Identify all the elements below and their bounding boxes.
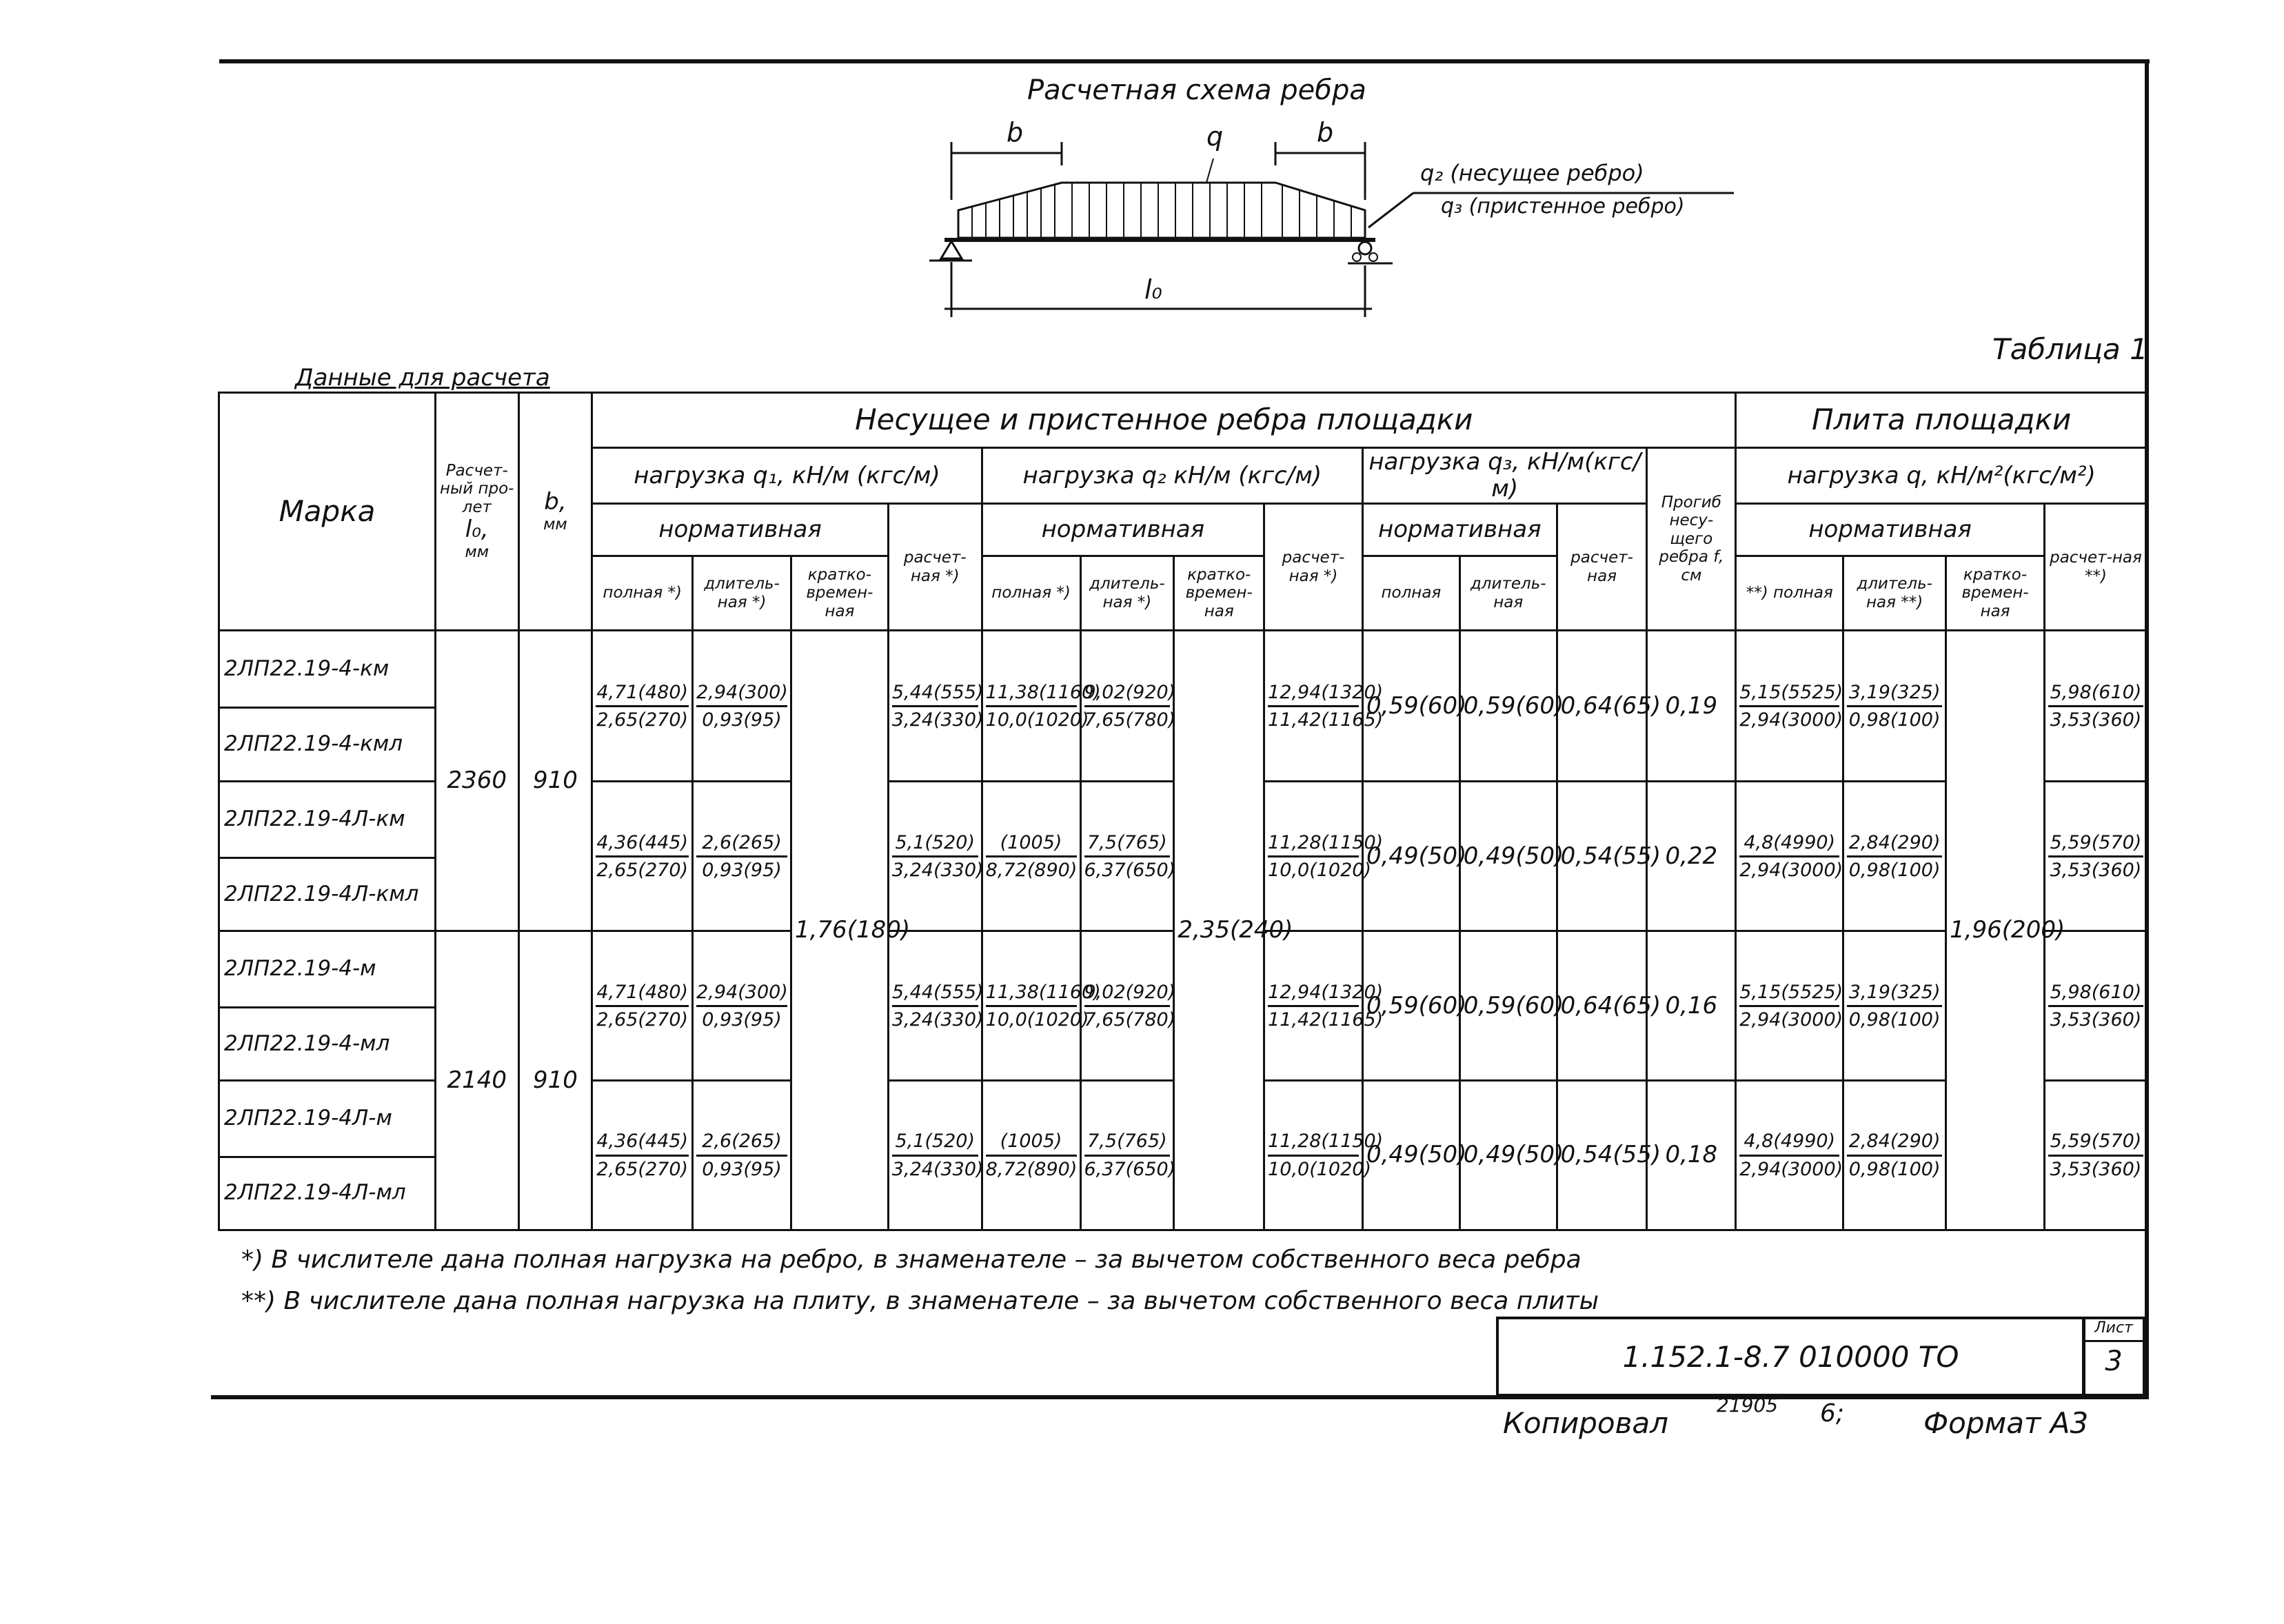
q1-design-cell	[888, 631, 982, 782]
value-numerator: 5,59(570)	[2048, 1130, 2143, 1156]
q-long-cell	[1843, 1081, 1946, 1230]
sheet-number: 3	[2105, 1346, 2123, 1377]
header-load-q1: нагрузка q₁, кН/м (кгс/м)	[592, 448, 982, 504]
header-q2-short: кратко-времен-ная	[1174, 556, 1264, 631]
q-design-cell	[2044, 931, 2147, 1081]
value-numerator: 11,28(1150)	[1268, 1130, 1359, 1156]
header-deflection: Прогиб несу-щего ребра f, см	[1647, 448, 1736, 631]
q2-long-cell	[1080, 931, 1174, 1081]
value-denominator: 11,42(1165)	[1268, 709, 1384, 731]
span-l0-cell: 2140	[435, 931, 518, 1230]
value-numerator: 2,6(265)	[696, 1130, 787, 1156]
header-q-long: длитель-ная **)	[1843, 556, 1946, 631]
header-b-symbol: b,	[544, 488, 567, 516]
scheme-label-b-right: b	[1317, 117, 1334, 148]
span-b-cell: 910	[518, 631, 592, 931]
q1-full-cell	[592, 631, 693, 782]
format-label: Формат А3	[1923, 1406, 2089, 1440]
q-full-cell	[1736, 1081, 1843, 1230]
q-long-cell	[1843, 782, 1946, 931]
value-numerator: 5,98(610)	[2048, 682, 2143, 707]
q3-long-cell: 0,49(50)	[1459, 782, 1557, 931]
q2-full-cell	[982, 1081, 1080, 1230]
value-numerator: 12,94(1320)	[1268, 982, 1359, 1007]
q2-long-cell	[1080, 782, 1174, 931]
value-numerator: 5,44(555)	[892, 982, 978, 1007]
value-denominator: 2,65(270)	[596, 859, 689, 881]
q2-full-cell	[982, 782, 1080, 931]
mark-cell: 2ЛП22.19-4-мл	[219, 1007, 436, 1080]
header-q1-normative: нормативная	[592, 504, 889, 556]
value-denominator: 3,24(330)	[891, 1008, 984, 1031]
value-denominator: 8,72(890)	[985, 1158, 1078, 1180]
q2-short-cell: 2,35(240)	[1174, 631, 1264, 1230]
header-q3-full: полная	[1362, 556, 1459, 631]
header-q2-full: полная *)	[982, 556, 1080, 631]
value-numerator: 2,94(300)	[696, 682, 787, 707]
value-numerator: 11,38(1160)	[986, 682, 1077, 707]
deflection-cell: 0,19	[1647, 631, 1736, 782]
q1-design-cell	[888, 782, 982, 931]
value-numerator: 11,38(1160)	[986, 982, 1077, 1007]
footnote-1: *) В числителе дана полная нагрузка на ребро, в знаменателе – за вычетом собственного веса ребра	[241, 1246, 1581, 1274]
value-numerator: 3,19(325)	[1847, 982, 1942, 1007]
value-denominator: 6,37(650)	[1084, 859, 1176, 881]
mark-cell: 2ЛП22.19-4Л-кмл	[219, 857, 436, 931]
header-span-label: Расчет-ный про-лет	[440, 461, 514, 516]
header-span	[435, 393, 518, 631]
q1-long-cell	[693, 1081, 791, 1230]
mark-cell: 2ЛП22.19-4-м	[219, 931, 436, 1008]
header-q2-design: расчет-ная *)	[1264, 504, 1363, 631]
q3-full-cell: 0,49(50)	[1362, 1081, 1459, 1230]
header-load-q: нагрузка q, кН/м²(кгс/м²)	[1736, 448, 2147, 504]
value-denominator: 0,93(95)	[702, 1008, 782, 1031]
deflection-cell: 0,18	[1647, 1081, 1736, 1230]
load-data-table	[218, 392, 2148, 1231]
value-numerator: 9,02(920)	[1084, 682, 1171, 707]
value-denominator: 2,65(270)	[596, 1008, 689, 1031]
mark-cell: 2ЛП22.19-4Л-км	[219, 782, 436, 858]
value-numerator: 2,94(300)	[696, 982, 787, 1007]
span-l0-cell: 2360	[435, 631, 518, 931]
value-numerator: 4,8(4990)	[1739, 832, 1839, 857]
value-denominator: 0,93(95)	[702, 709, 782, 731]
frame-top-line	[219, 59, 2150, 63]
copied-number: 21905	[1717, 1394, 1779, 1417]
q1-full-cell	[592, 782, 693, 931]
scheme-label-q: q	[1206, 121, 1224, 152]
mark-cell: 2ЛП22.19-4-км	[219, 631, 436, 708]
sheet-label: Лист	[2085, 1319, 2143, 1342]
q-long-cell	[1843, 631, 1946, 782]
header-q1-short: кратко-времен-ная	[791, 556, 888, 631]
value-denominator: 11,42(1165)	[1268, 1008, 1384, 1031]
q1-design-cell	[888, 931, 982, 1081]
value-numerator: 5,44(555)	[892, 682, 978, 707]
q3-long-cell: 0,49(50)	[1459, 1081, 1557, 1230]
copied-mark: 6;	[1820, 1399, 1845, 1428]
value-numerator: 4,36(445)	[596, 832, 689, 857]
q-full-cell	[1736, 931, 1843, 1081]
document-code-stamp: 1.152.1-8.7 010000 ТО	[1496, 1317, 2085, 1397]
value-denominator: 2,94(3000)	[1739, 1008, 1843, 1031]
rib-calculation-scheme	[917, 117, 1765, 331]
value-numerator: 2,6(265)	[696, 832, 787, 857]
header-q1-design: расчет-ная *)	[888, 504, 982, 631]
q3-design-cell: 0,54(55)	[1557, 782, 1647, 931]
q2-full-cell	[982, 631, 1101, 782]
q-design-cell	[2044, 1081, 2147, 1230]
value-numerator: 5,15(5525)	[1739, 982, 1839, 1007]
value-denominator: 10,0(1020)	[985, 1008, 1089, 1031]
q1-long-cell	[693, 631, 791, 782]
value-numerator: 2,84(290)	[1847, 832, 1942, 857]
header-span-unit: мм	[465, 543, 489, 562]
header-q3-normative: нормативная	[1362, 504, 1557, 556]
value-numerator: 5,59(570)	[2048, 832, 2143, 857]
mark-cell: 2ЛП22.19-4-кмл	[219, 707, 436, 781]
q1-long-cell	[693, 782, 791, 931]
q-short-cell: 1,96(200)	[1946, 631, 2045, 1230]
value-denominator: 0,98(100)	[1848, 709, 1941, 731]
q3-full-cell: 0,59(60)	[1362, 931, 1459, 1081]
value-numerator: (1005)	[986, 832, 1077, 857]
value-denominator: 10,0(1020)	[985, 709, 1089, 731]
sheet-number-box	[2082, 1317, 2145, 1397]
value-denominator: 3,53(360)	[2050, 709, 2142, 731]
value-numerator: 9,02(920)	[1084, 982, 1171, 1007]
scheme-label-b-left: b	[1007, 117, 1024, 148]
mark-cell: 2ЛП22.19-4Л-м	[219, 1081, 436, 1157]
header-slab-group: Плита площадки	[1736, 393, 2147, 448]
value-numerator: 4,8(4990)	[1739, 1130, 1839, 1156]
value-numerator: 11,28(1150)	[1268, 832, 1359, 857]
value-numerator: 2,84(290)	[1847, 1130, 1942, 1156]
header-b	[518, 393, 592, 631]
header-q-short: кратко-времен-ная	[1946, 556, 2045, 631]
header-q3-design: расчет-ная	[1557, 504, 1647, 631]
q2-long-cell	[1080, 631, 1174, 782]
value-denominator: 0,98(100)	[1848, 1008, 1941, 1031]
value-numerator: (1005)	[986, 1130, 1077, 1156]
q2-full-cell	[982, 931, 1101, 1081]
q1-long-cell	[693, 931, 791, 1081]
table-caption: Таблица 1	[1992, 332, 2148, 366]
q3-design-cell: 0,54(55)	[1557, 1081, 1647, 1230]
table-row	[219, 631, 2147, 708]
deflection-cell: 0,22	[1647, 782, 1736, 931]
schema-title: Расчетная схема ребра	[1027, 74, 1366, 106]
header-q1-full: полная *)	[592, 556, 693, 631]
value-numerator: 5,1(520)	[892, 1130, 978, 1156]
value-denominator: 3,53(360)	[2050, 859, 2142, 881]
header-q-design: расчет-ная **)	[2044, 504, 2147, 631]
value-denominator: 2,94(3000)	[1739, 709, 1843, 731]
value-denominator: 2,65(270)	[596, 709, 689, 731]
scheme-label-q3: q₃ (пристенное ребро)	[1441, 194, 1685, 219]
deflection-cell: 0,16	[1647, 931, 1736, 1081]
footnote-2: **) В числителе дана полная нагрузка на плиту, в знаменателе – за вычетом собственного веса плиты	[241, 1287, 1599, 1315]
header-q-normative: нормативная	[1736, 504, 2045, 556]
q3-long-cell: 0,59(60)	[1459, 931, 1557, 1081]
scheme-label-q2: q₂ (несущее ребро)	[1420, 160, 1644, 186]
value-denominator: 7,65(780)	[1084, 1008, 1176, 1031]
value-numerator: 5,15(5525)	[1739, 682, 1839, 707]
q-long-cell	[1843, 931, 1946, 1081]
q1-full-cell	[592, 931, 693, 1081]
value-numerator: 4,36(445)	[596, 1130, 689, 1156]
value-numerator: 4,71(480)	[596, 682, 689, 707]
value-denominator: 3,24(330)	[891, 859, 984, 881]
q3-full-cell: 0,59(60)	[1362, 631, 1459, 782]
value-denominator: 2,94(3000)	[1739, 1158, 1843, 1180]
value-numerator: 7,5(765)	[1084, 1130, 1171, 1156]
q2-design-cell	[1264, 1081, 1384, 1230]
value-denominator: 0,93(95)	[702, 1158, 782, 1180]
header-q2-normative: нормативная	[982, 504, 1264, 556]
header-q-full: **) полная	[1736, 556, 1843, 631]
value-denominator: 2,94(3000)	[1739, 859, 1843, 881]
value-denominator: 2,65(270)	[596, 1158, 689, 1180]
value-numerator: 5,98(610)	[2048, 982, 2143, 1007]
q3-design-cell: 0,64(65)	[1557, 631, 1647, 782]
q-design-cell	[2044, 782, 2147, 931]
q-full-cell	[1736, 631, 1843, 782]
header-load-q3: нагрузка q₃, кН/м(кгс/м)	[1362, 448, 1646, 504]
value-denominator: 3,53(360)	[2050, 1008, 2142, 1031]
value-denominator: 6,37(650)	[1084, 1158, 1176, 1180]
q-design-cell	[2044, 631, 2147, 782]
span-b-cell: 910	[518, 931, 592, 1230]
value-denominator: 3,24(330)	[891, 709, 984, 731]
q1-design-cell	[888, 1081, 982, 1230]
q2-long-cell	[1080, 1081, 1174, 1230]
scheme-drawing	[917, 117, 1765, 331]
q2-design-cell	[1264, 782, 1384, 931]
header-span-symbol: l₀,	[465, 515, 489, 543]
value-numerator: 4,71(480)	[596, 982, 689, 1007]
value-denominator: 3,24(330)	[891, 1158, 984, 1180]
value-denominator: 0,98(100)	[1848, 1158, 1941, 1180]
value-denominator: 0,93(95)	[702, 859, 782, 881]
value-denominator: 0,98(100)	[1848, 859, 1941, 881]
value-numerator: 12,94(1320)	[1268, 682, 1359, 707]
header-q3-long: длитель-ная	[1459, 556, 1557, 631]
q2-design-cell	[1264, 931, 1384, 1081]
value-numerator: 5,1(520)	[892, 832, 978, 857]
scheme-label-l0: l₀	[1144, 274, 1162, 305]
mark-cell: 2ЛП22.19-4Л-мл	[219, 1157, 436, 1230]
value-denominator: 3,53(360)	[2050, 1158, 2142, 1180]
q3-full-cell: 0,49(50)	[1362, 782, 1459, 931]
q1-short-cell: 1,76(180)	[791, 631, 888, 1230]
header-q1-long: длитель-ная *)	[693, 556, 791, 631]
header-q2-long: длитель-ная *)	[1080, 556, 1174, 631]
copied-by-label: Копировал	[1503, 1406, 1668, 1440]
data-caption: Данные для расчета	[295, 364, 550, 392]
header-marka: Марка	[219, 393, 436, 631]
value-denominator: 7,65(780)	[1084, 709, 1176, 731]
q2-design-cell	[1264, 631, 1384, 782]
value-denominator: 10,0(1020)	[1268, 859, 1371, 881]
header-rib-group: Несущее и пристенное ребра площадки	[592, 393, 1736, 448]
value-numerator: 3,19(325)	[1847, 682, 1942, 707]
q1-full-cell	[592, 1081, 693, 1230]
q3-long-cell: 0,59(60)	[1459, 631, 1557, 782]
value-denominator: 8,72(890)	[985, 859, 1078, 881]
header-load-q2: нагрузка q₂ кН/м (кгс/м)	[982, 448, 1362, 504]
footnotes	[241, 1239, 1599, 1322]
value-denominator: 10,0(1020)	[1268, 1158, 1371, 1180]
value-numerator: 7,5(765)	[1084, 832, 1171, 857]
header-b-unit: мм	[543, 516, 567, 534]
q-full-cell	[1736, 782, 1843, 931]
q3-design-cell: 0,64(65)	[1557, 931, 1647, 1081]
